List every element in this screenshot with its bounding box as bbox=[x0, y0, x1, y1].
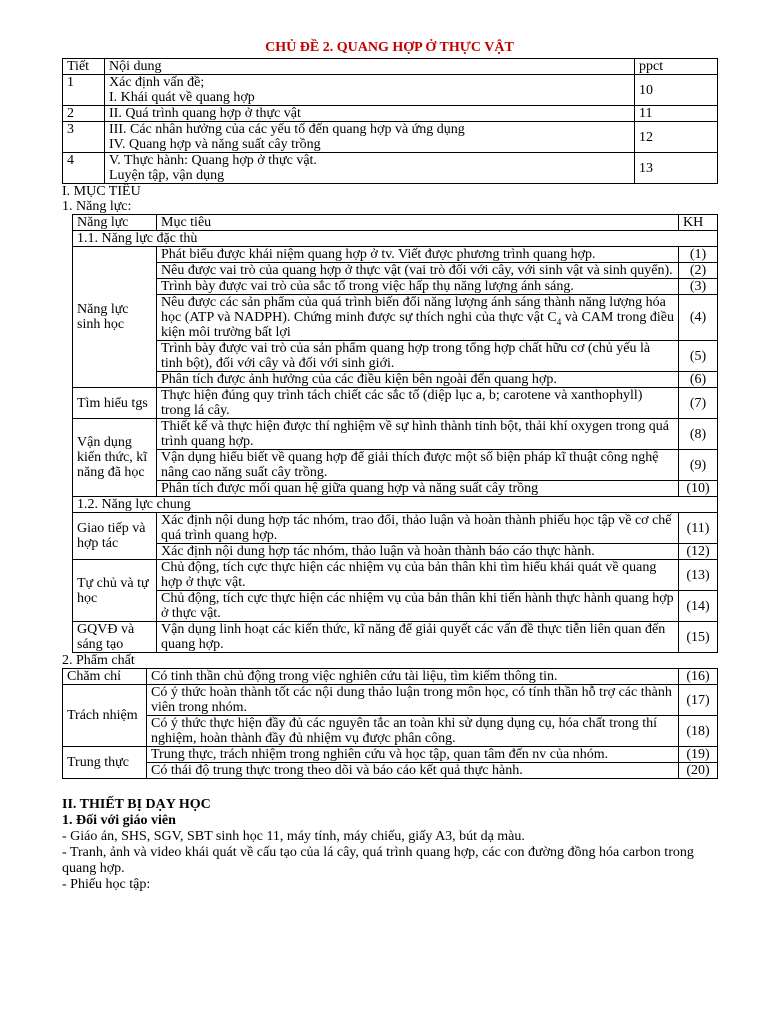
table-row bbox=[63, 747, 718, 763]
table-row bbox=[63, 669, 718, 685]
tiet-cell: 4 bbox=[63, 153, 105, 184]
code-cell: (16) bbox=[679, 669, 718, 685]
code-cell: (6) bbox=[679, 372, 718, 388]
code-cell: (12) bbox=[679, 544, 718, 560]
category-cell: Chăm chỉ bbox=[63, 669, 147, 685]
category-cell: Năng lực sinh học bbox=[73, 247, 157, 388]
content-line: Xác định vấn đề; bbox=[109, 75, 205, 90]
category-cell: Trách nhiệm bbox=[63, 685, 147, 747]
objective-cell: Nêu được vai trò của quang hợp ở thực vật (vai trò đối với cây, với sinh vật và sinh quyển). bbox=[157, 263, 679, 279]
content-line: I. Khái quát về quang hợp bbox=[109, 90, 255, 105]
code-cell: (5) bbox=[679, 341, 718, 372]
document-title: CHỦ ĐỀ 2. QUANG HỢP Ở THỰC VẬT bbox=[265, 40, 514, 55]
code-cell: (1) bbox=[679, 247, 718, 263]
table-row bbox=[63, 716, 718, 747]
category-cell: Trung thực bbox=[63, 747, 147, 779]
table-row bbox=[73, 419, 718, 450]
tiet-cell: 3 bbox=[63, 122, 105, 153]
code-cell: (9) bbox=[679, 450, 718, 481]
objective-cell: Phát biểu được khái niệm quang hợp ở tv. Viết được phương trình quang hợp. bbox=[157, 247, 679, 263]
group-row bbox=[73, 231, 718, 247]
table-row bbox=[73, 388, 718, 419]
ppct-cell: 12 bbox=[635, 122, 718, 153]
table-row bbox=[73, 591, 718, 622]
header-kh: KH bbox=[679, 215, 718, 231]
code-cell: (14) bbox=[679, 591, 718, 622]
category-cell: Vận dụng kiến thức, kĩ năng đã học bbox=[73, 419, 157, 497]
code-cell: (15) bbox=[679, 622, 718, 653]
ppct-cell: 10 bbox=[635, 75, 718, 106]
category-cell: GQVĐ và sáng tạo bbox=[73, 622, 157, 653]
competency-table bbox=[72, 214, 718, 653]
table-row bbox=[73, 372, 718, 388]
header-nang-luc: Năng lực bbox=[73, 215, 157, 231]
table-row bbox=[73, 513, 718, 544]
header-ppct: ppct bbox=[635, 59, 718, 75]
group-row bbox=[73, 497, 718, 513]
content-cell bbox=[105, 153, 635, 184]
category-cell: Tìm hiểu tgs bbox=[73, 388, 157, 419]
table-header-row bbox=[73, 215, 718, 231]
table-row bbox=[73, 341, 718, 372]
content-cell bbox=[105, 122, 635, 153]
code-cell: (19) bbox=[679, 747, 718, 763]
code-cell: (18) bbox=[679, 716, 718, 747]
header-noi-dung: Nội dung bbox=[105, 59, 635, 75]
subsection-heading-pham-chat: 2. Phẩm chất bbox=[62, 653, 135, 668]
subscript: 4 bbox=[556, 316, 562, 327]
code-cell: (17) bbox=[679, 685, 718, 716]
content-line: V. Thực hành: Quang hợp ở thực vật. bbox=[109, 153, 317, 168]
tiet-cell: 2 bbox=[63, 106, 105, 122]
code-cell: (3) bbox=[679, 279, 718, 295]
section-heading-muc-tieu: I. MỤC TIÊU bbox=[62, 184, 141, 199]
equipment-item: - Giáo án, SHS, SGV, SBT sinh học 11, máy tính, máy chiếu, giấy A3, bút dạ màu. bbox=[62, 829, 525, 844]
objective-cell: Có thái độ trung thực trong theo dõi và báo cáo kết quả thực hành. bbox=[147, 763, 679, 779]
table-header-row bbox=[63, 59, 718, 75]
category-cell: Tự chủ và tự học bbox=[73, 560, 157, 622]
objective-cell: Chủ động, tích cực thực hiện các nhiệm vụ của bản thân khi tìm hiểu khái quát về quang hợp ở thực vật. bbox=[157, 560, 679, 591]
lesson-plan-table bbox=[62, 58, 718, 184]
code-cell: (4) bbox=[679, 295, 718, 341]
section-heading-thiet-bi: II. THIẾT BỊ DẠY HỌC bbox=[62, 797, 211, 812]
table-row bbox=[73, 560, 718, 591]
code-cell: (8) bbox=[679, 419, 718, 450]
objective-cell: Phân tích được mối quan hệ giữa quang hợp và năng suất cây trồng bbox=[157, 481, 679, 497]
objective-cell: Có ý thức thực hiện đầy đủ các nguyên tắc an toàn khi sử dụng dụng cụ, hóa chất trong thí nghiệm, hoàn thành đầy đủ nhiệm vụ được phân công. bbox=[147, 716, 679, 747]
table-row bbox=[63, 106, 718, 122]
table-row bbox=[73, 295, 718, 341]
objective-cell: Xác định nội dung hợp tác nhóm, trao đổi, thảo luận và hoàn thành phiếu học tập về cơ chế quá trình quang hợp. bbox=[157, 513, 679, 544]
code-cell: (20) bbox=[679, 763, 718, 779]
table-row bbox=[73, 481, 718, 497]
objective-cell: Trung thực, trách nhiệm trong nghiên cứu và học tập, quan tâm đến nv của nhóm. bbox=[147, 747, 679, 763]
ppct-cell: 11 bbox=[635, 106, 718, 122]
table-row bbox=[63, 122, 718, 153]
quality-table bbox=[62, 668, 718, 779]
content-line: IV. Quang hợp và năng suất cây trồng bbox=[109, 137, 321, 152]
group-label: 1.2. Năng lực chung bbox=[73, 497, 718, 513]
header-tiet: Tiết bbox=[63, 59, 105, 75]
content-line: Luyện tập, vận dụng bbox=[109, 168, 225, 183]
table-row bbox=[73, 450, 718, 481]
table-row bbox=[63, 685, 718, 716]
objective-text: và CAM trong điều kiện môi trường bất lợi bbox=[161, 310, 675, 340]
objective-cell: Xác định nội dung hợp tác nhóm, thảo luận và hoàn thành báo cáo thực hành. bbox=[157, 544, 679, 560]
code-cell: (2) bbox=[679, 263, 718, 279]
table-row bbox=[63, 75, 718, 106]
objective-cell: Có tinh thần chủ động trong việc nghiên cứu tài liệu, tìm kiếm thông tin. bbox=[147, 669, 679, 685]
table-row bbox=[73, 247, 718, 263]
content-cell bbox=[105, 106, 635, 122]
content-cell bbox=[105, 75, 635, 106]
category-cell: Giao tiếp và hợp tác bbox=[73, 513, 157, 560]
objective-cell: Vận dụng hiểu biết về quang hợp để giải thích được một số biện pháp kĩ thuật công nghệ nâng cao năng suất cây trồng. bbox=[157, 450, 679, 481]
subsection-heading-giao-vien: 1. Đối với giáo viên bbox=[62, 813, 176, 828]
equipment-item: - Tranh, ảnh và video khái quát về cấu tạo của lá cây, quá trình quang hợp, các con đường đồng hóa carbon trong quang hợp. bbox=[62, 845, 694, 876]
content-line: II. Quá trình quang hợp ở thực vật bbox=[109, 106, 301, 121]
code-cell: (7) bbox=[679, 388, 718, 419]
objective-cell: Thực hiện đúng quy trình tách chiết các sắc tố (diệp lục a, b; carotene và xanthophyll) trong lá cây. bbox=[157, 388, 679, 419]
table-row bbox=[73, 622, 718, 653]
objective-cell: Vận dụng linh hoạt các kiến thức, kĩ năng để giải quyết các vấn đề thực tiễn liên quan đến quang hợp. bbox=[157, 622, 679, 653]
code-cell: (13) bbox=[679, 560, 718, 591]
objective-cell: Thiết kế và thực hiện được thí nghiệm về sự hình thành tinh bột, thải khí oxygen trong quá trình quang hợp. bbox=[157, 419, 679, 450]
code-cell: (11) bbox=[679, 513, 718, 544]
group-label: 1.1. Năng lực đặc thù bbox=[73, 231, 718, 247]
objective-cell: Trình bày được vai trò của sản phẩm quang hợp trong tổng hợp chất hữu cơ (chủ yếu là tinh bột), đối với cây và đối với sinh giới. bbox=[157, 341, 679, 372]
table-row bbox=[73, 279, 718, 295]
equipment-item: - Phiếu học tập: bbox=[62, 877, 151, 892]
content-line: III. Các nhân hưởng của các yếu tố đến quang hợp và ứng dụng bbox=[109, 122, 465, 137]
header-muc-tieu: Mục tiêu bbox=[157, 215, 679, 231]
table-row bbox=[63, 153, 718, 184]
ppct-cell: 13 bbox=[635, 153, 718, 184]
objective-cell: Trình bày được vai trò của sắc tố trong việc hấp thụ năng lượng ánh sáng. bbox=[157, 279, 679, 295]
objective-cell bbox=[157, 295, 679, 341]
objective-cell: Phân tích được ảnh hưởng của các điều kiện bên ngoài đến quang hợp. bbox=[157, 372, 679, 388]
objective-cell: Có ý thức hoàn thành tốt các nội dung thảo luận trong môn học, có tính thần hỗ trợ các thành viên trong nhóm. bbox=[147, 685, 679, 716]
tiet-cell: 1 bbox=[63, 75, 105, 106]
code-cell: (10) bbox=[679, 481, 718, 497]
table-row bbox=[63, 763, 718, 779]
document-page bbox=[62, 40, 717, 893]
objective-text: Nêu được các sản phẩm của quá trình biến đổi năng lượng ánh sáng thành năng lượng hóa học (ATP và NADPH). Chứng minh được sự thích nghi của thực vật C bbox=[161, 295, 666, 325]
table-row bbox=[73, 263, 718, 279]
table-row bbox=[73, 544, 718, 560]
objective-cell: Chủ động, tích cực thực hiện các nhiệm vụ của bản thân khi tiến hành thực hành quang hợp ở thực vật. bbox=[157, 591, 679, 622]
subsection-heading-nang-luc: 1. Năng lực: bbox=[62, 199, 132, 214]
